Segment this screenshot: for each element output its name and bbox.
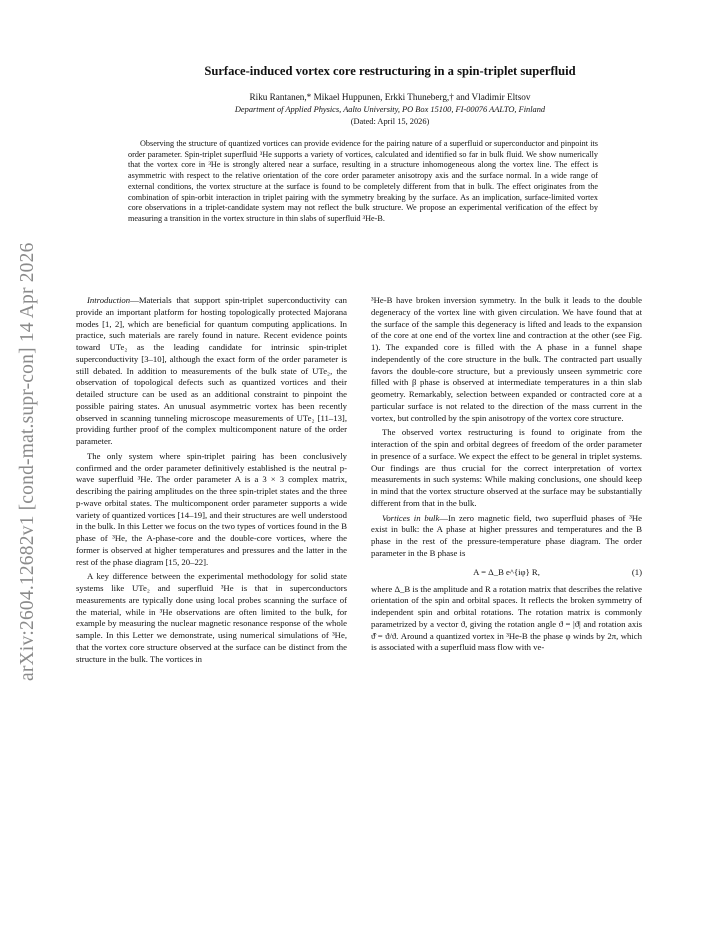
left-column	[76, 295, 347, 665]
body-paragraph: where Δ_B is the amplitude and R a rotation matrix that describes the relative orientation of the spin and orbital spaces. It reflects the broken symmetry of independent spin and orbital rotations. The rotation matrix is commonly parametrized by a vector ϑ, giving the rotation angle ϑ = |ϑ| and rotation axis ϑ̂ = ϑ/ϑ. Around a quantized vortex in ³He-B the phase φ winds by 2π, which is associated with a superfluid mass flow with ve-	[371, 583, 642, 653]
equation-number: (1)	[631, 566, 642, 577]
right-column	[371, 295, 642, 654]
affiliation: Department of Applied Physics, Aalto University, PO Box 15100, FI-00076 AALTO, Finland	[234, 105, 546, 114]
equation-1	[371, 560, 642, 584]
body-paragraph: The observed vortex restructuring is found to originate from the interaction of the spin and orbital degrees of freedom of the order parameter in presence of a surface. We expect the effect to be general in triplet systems. Our findings are thus crucial for the correct interpretation of vortex measurements in such systems: While making conclusions, one should keep in mind that the vortex structure observed at the surface may be substantially different from that in the bulk.	[371, 427, 642, 508]
vortices-paragraph	[371, 513, 642, 560]
intro-paragraph	[76, 295, 347, 448]
equation-body	[371, 560, 642, 584]
body-paragraph: A key difference between the experimental methodology for solid state systems like UTe₂ and superfluid ³He is that in superconductors measurements are typically done using local probes scanning the surface of the material, while in ³He observations are often limited to the bulk, for example by measuring the nuclear magnetic resonance response of the whole sample. In this Letter we demonstrate, using numerical simulations of ³He, that the vortex core structure observed at the surface can be distinct from the structure in the bulk. The vortices in	[76, 571, 347, 664]
arxiv-identifier-stamp: arXiv:2604.12682v1 [cond-mat.supr-con] 14 Apr 2026	[17, 242, 38, 682]
equation-text: A = Δ_B e^{iφ} R,	[473, 566, 540, 577]
section-runin-introduction: Introduction	[87, 295, 131, 305]
abstract: Observing the structure of quantized vortices can provide evidence for the pairing nature of a superfluid or superconductor and pinpoint its order parameter. Spin-triplet superfluid ³He supports a variety of vortices, calculated and identified so far in bulk fluid. We show numerically that the vortex core in ³He is strongly altered near a surface, resulting in a structure inhomogeneous along the vortex line. The effect is asymmetric with respect to the relative orientation of the core order parameter anisotropy axis and the surface normal. In a wide range of external conditions, the vortex structure at the surface is found to be completely different from that in bulk. The effect originates from the combination of spin-orbit interaction in triplet pairing with the symmetry breaking by the surface. As an implication, surface-limited vortex core observations in a triplet-candidate system may not reflect the bulk structure. We propose an experimental verification of the effect by measuring a transition in the vortex structure in thin slabs of superfluid ³He-B.	[128, 139, 598, 223]
body-paragraph: ³He-B have broken inversion symmetry. In the bulk it leads to the double degeneracy of the vortex line with given circulation. We have found that at the surface of the sample this degeneracy is lifted and leads to the expansion of the core at one end of the vortex line and contraction at the other (see Fig. 1). The expanded core is filled with the A phase in a funnel shape independently of the core structure in the bulk. The contracted part usually favors the double-core structure, but a previously unseen symmetric core filled with β phase is observed at intermediate temperatures in a thin slab geometry. Remarkably, selection between expanded or contracted core at a particular surface is not related to the direction of the mass current in the vortex, but controlled by the spin anisotropy of the vortex core structure.	[371, 295, 642, 423]
paper-title: Surface-induced vortex core restructuring in a spin-triplet superfluid	[204, 64, 576, 78]
author-list: Riku Rantanen,* Mikael Huppunen, Erkki Thuneberg,† and Vladimir Eltsov	[249, 92, 531, 102]
intro-text: —Materials that support spin-triplet superconductivity can provide an important platform for hosting topologically protected Majorana modes [1, 2], which are beneficial for quantum computing applications. In practice, such materials are rarely found in nature. Recent evidence points toward UTe₂ as the leading candidate for intrinsic spin-triplet superconductivity [3–10], although the exact form of the order parameter is still debated. In addition to measurements of the bulk state of UTe₂, the observation of topological defects such as quantized vortices and their detailed structure can be used as an additional constraint to pinpoint the possible pairing states. An unusual asymmetric vortex has been recently observed in scanning tunneling microscope measurements of UTe₂ [11–13], providing further proof of the complex multicomponent nature of the order parameter.	[76, 295, 347, 446]
vortices-text: —In zero magnetic field, two superfluid phases of ³He exist in bulk: the A phase at higher pressures and temperatures and the B phase in the rest of the pressure-temperature phase diagram. The order parameter in the B phase is	[371, 512, 642, 558]
body-paragraph: The only system where spin-triplet pairing has been conclusively confirmed and the order parameter definitively established is the neutral p-wave superfluid ³He. The order parameter A is a 3 × 3 complex matrix, describing the pairing amplitudes on the three spin-triplet states and the three p-wave orbital states. The multicomponent order parameter supports a wide variety of quantized vortices [14–19], and their structures are well understood in the bulk. In this Letter we focus on the two types of vortices found in the B phase of ³He, the A-phase-core and the double-core vortices, where the former is observed at higher temperatures and pressures and the latter in the rest of the phase diagram [15, 20–22].	[76, 450, 347, 567]
date-line: (Dated: April 15, 2026)	[350, 117, 430, 126]
section-runin-vortices-in-bulk: Vortices in bulk	[382, 512, 440, 523]
